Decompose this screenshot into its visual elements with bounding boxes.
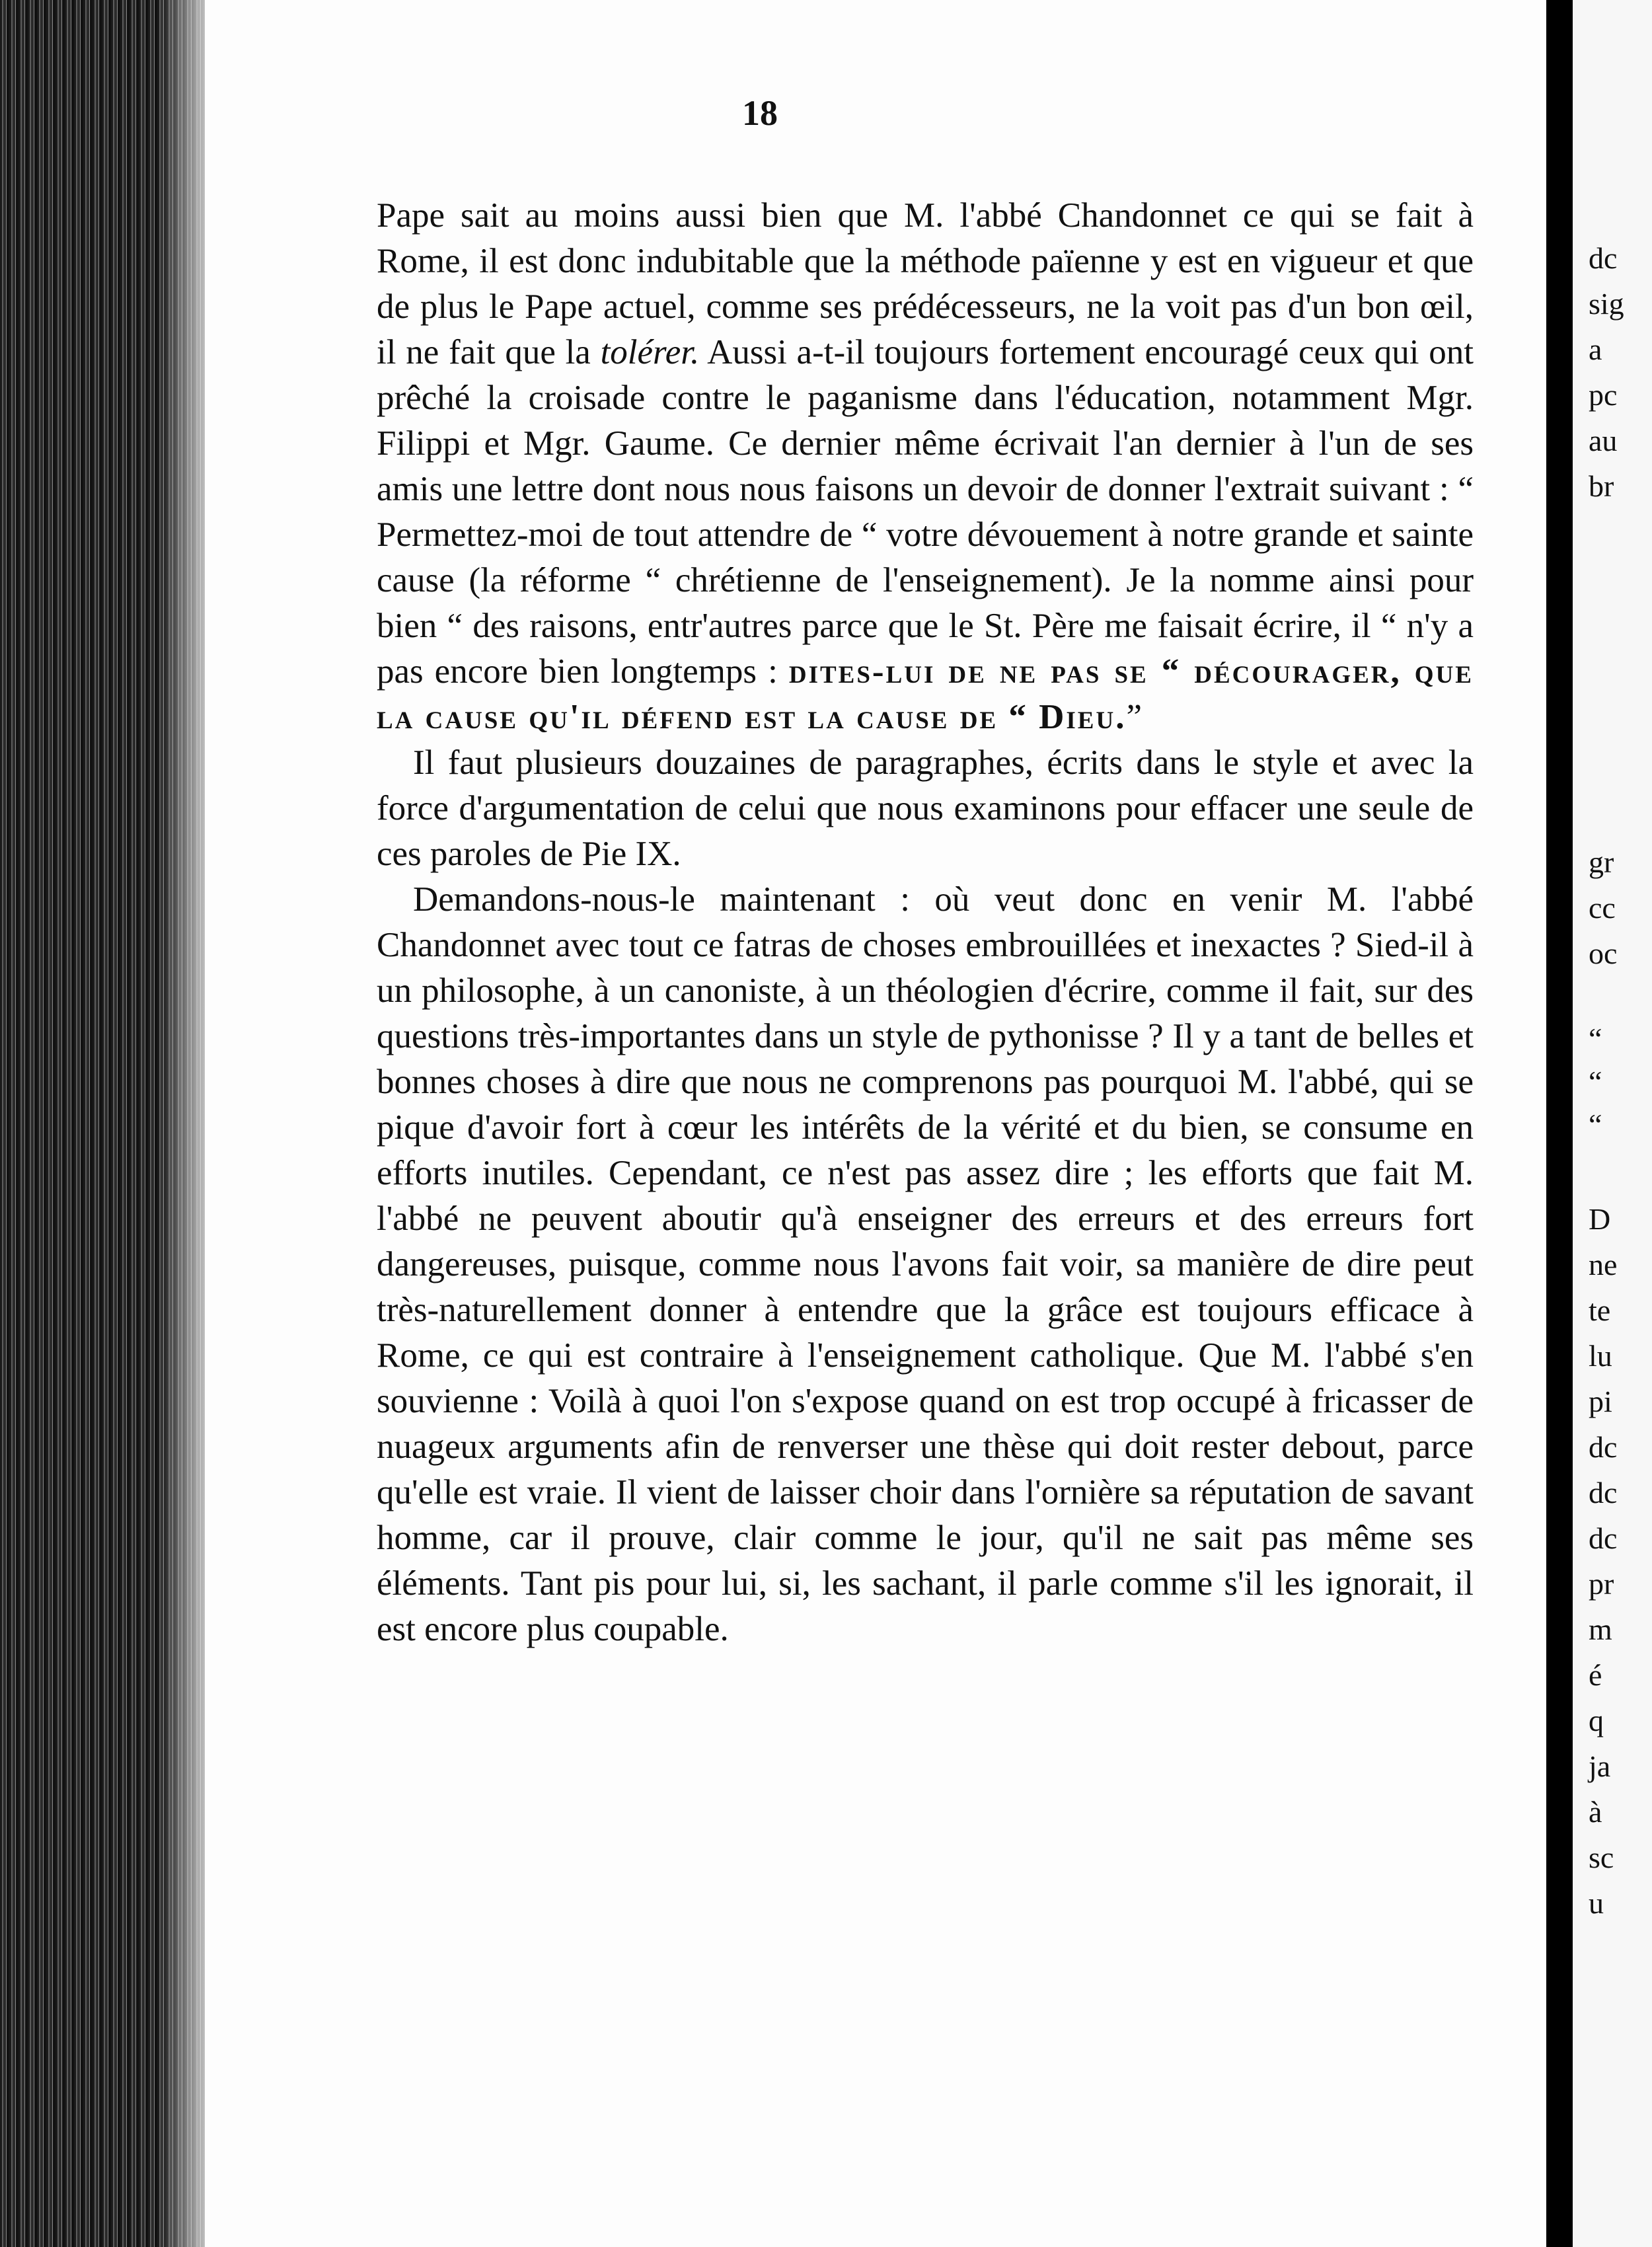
- paragraph-3: [377, 877, 1474, 1652]
- next-page-fragment: pr: [1589, 1567, 1614, 1601]
- next-page-fragment: dc: [1589, 241, 1618, 275]
- paragraph-2: [377, 740, 1474, 877]
- text-run: Aussi a-t-il toujours fortement encouragé ceux qui ont prêché la croisade contre le paganisme dans l'éducation, notamment Mgr. Filippi et Mgr. Gaume. Ce dernier même écrivait l'an dernier à l'un de ses amis une lettre dont nous nous faisons un devoir de donner l'extrait suivant : “ Permettez-moi de tout attendre de “ votre dévouement à notre grande et sainte cause (la réforme “ chrétienne de l'enseignement). Je la nomme ainsi pour bien “ des raisons, entr'autres parce que le St. Père me faisait écrire, il “ n'y a pas encore bien longtemps :: [377, 333, 1474, 691]
- next-page-fragment: oc: [1589, 936, 1618, 970]
- next-page-fragment: a: [1589, 332, 1602, 366]
- paragraph-1: [377, 193, 1474, 740]
- next-page-fragment: pi: [1589, 1385, 1612, 1418]
- next-page-fragment: u: [1589, 1886, 1604, 1920]
- next-page-fragment: “: [1589, 1065, 1602, 1098]
- next-page-fragment: sc: [1589, 1841, 1614, 1874]
- next-page-fragment: gr: [1589, 845, 1614, 879]
- next-page-fragment: ja: [1589, 1749, 1611, 1783]
- next-page-fragment: br: [1589, 469, 1614, 503]
- next-page-fragment: m: [1589, 1613, 1612, 1646]
- page-body: [377, 193, 1474, 1652]
- next-page-fragment: lu: [1589, 1339, 1612, 1373]
- next-page-edge: [1573, 0, 1652, 2247]
- text-run-smallcaps: dites-lui de ne pas se “ décourager, que la cause qu'il défend est la cause de “ Dieu.: [377, 652, 1474, 736]
- text-run: Demandons-nous-le maintenant : où veut donc en venir M. l'abbé Chandonnet avec tout ce fatras de choses embrouillées et inexactes ? Sied-il à un philosophe, à un canoniste, à un théologien d'écrire, comme il fait, sur des questions très-importantes dans un style de pythonisse ? Il y a tant de belles et bonnes choses à dire que nous ne comprenons pas pourquoi M. l'abbé, qui se pique d'avoir fort à cœur les intérêts de la vérité et du bien, se consume en efforts inutiles. Cependant, ce n'est pas assez dire ; les efforts que fait M. l'abbé ne peuvent aboutir qu'à enseigner des erreurs et des erreurs fort dangereuses, puisque, comme nous l'avons fait voir, sa manière de dire peut très-naturellement donner à entendre que la grâce est toujours efficace à Rome, ce qui est contraire à l'enseignement catholique. Que M. l'abbé s'en souvienne : Voilà à quoi l'on s'expose quand on est trop occupé à fricasser de nuageux arguments afin de renverser une thèse qui doit rester debout, parce qu'elle est vraie. Il vient de laisser choir dans l'ornière sa réputation de savant homme, car il prouve, clair comme le jour, qu'il ne sait pas même ses éléments. Tant pis pour lui, si, les sachant, il parle comme s'il les ignorait, il est encore plus coupable.: [377, 880, 1474, 1648]
- next-page-fragment: dc: [1589, 1430, 1618, 1464]
- next-page-fragment: au: [1589, 424, 1618, 457]
- next-page-fragment: “: [1589, 1108, 1602, 1141]
- next-page-fragment: à: [1589, 1795, 1602, 1829]
- next-page-fragment: é: [1589, 1658, 1602, 1692]
- next-page-fragment: dc: [1589, 1521, 1618, 1555]
- next-page-fragment: ne: [1589, 1248, 1618, 1281]
- page-number: 18: [742, 93, 778, 133]
- text-run: Il faut plusieurs douzaines de paragraphes, écrits dans le style et avec la force d'argumentation de celui que nous examinons pour effacer une seule de ces paroles de Pie IX.: [377, 743, 1474, 873]
- text-run: ”: [1126, 698, 1142, 736]
- next-page-fragment: sig: [1589, 287, 1624, 321]
- text-run-italic: tolérer.: [600, 333, 700, 371]
- next-page-fragment: q: [1589, 1704, 1604, 1737]
- next-page-fragment: D: [1589, 1202, 1611, 1236]
- text-run: Pape sait au moins aussi bien que M. l'abbé Chandonnet ce qui se fait à Rome, il est donc indubitable que la méthode païenne y est en vigueur et que de plus le Pape actuel, comme ses prédécesseurs, ne la voit pas d'un bon œil, il ne fait que la: [377, 196, 1474, 371]
- book-binding: [0, 0, 211, 2247]
- page-gutter: [1546, 0, 1573, 2247]
- next-page-fragment: dc: [1589, 1476, 1618, 1509]
- next-page-fragment: cc: [1589, 891, 1616, 925]
- next-page-fragment: “: [1589, 1022, 1602, 1055]
- next-page-fragment: te: [1589, 1293, 1611, 1327]
- next-page-fragment: pc: [1589, 378, 1618, 412]
